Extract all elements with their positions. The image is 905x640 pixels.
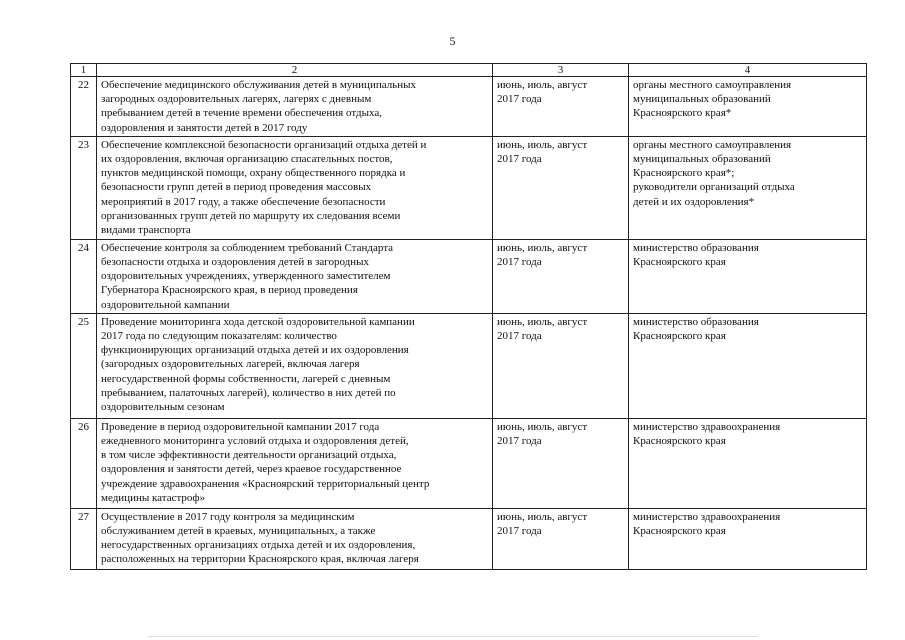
responsible-cell	[629, 418, 867, 508]
table-row	[71, 77, 867, 137]
activity-description-line: в том числе эффективности деятельности организаций отдыха,	[101, 449, 397, 462]
period-cell	[493, 136, 629, 239]
row-number: 23	[71, 136, 97, 239]
activities-table	[70, 63, 867, 570]
activity-description-line: расположенных на территории Красноярского края, включая лагеря	[101, 553, 419, 566]
responsible-line: органы местного самоуправления	[633, 79, 792, 91]
activity-description	[97, 418, 493, 508]
bottom-divider	[148, 636, 758, 637]
table-header-row	[71, 64, 867, 77]
activity-description-line: пребыванием детей в течение времени обеспечения отдыха,	[101, 107, 382, 120]
table-row	[71, 239, 867, 313]
period-line: июнь, июль, август	[497, 138, 588, 151]
period-cell	[493, 77, 629, 137]
activity-description-line: видами транспорта	[101, 224, 191, 237]
activity-description-line: оздоровительной кампании	[101, 298, 230, 311]
responsible-line: Красноярского края	[633, 525, 726, 538]
responsible-line: министерство здравоохранения	[633, 420, 781, 433]
responsible-line: Красноярского края	[633, 256, 726, 269]
activity-description-line: оздоровительных учреждениях, утвержденного заместителем	[101, 270, 391, 283]
responsible-cell	[629, 508, 867, 569]
responsible-cell	[629, 77, 867, 137]
activity-description-line: ежедневного мониторинга условий отдыха и оздоровления детей,	[101, 435, 409, 448]
period-line: 2017 года	[497, 330, 542, 343]
responsible-cell	[629, 313, 867, 418]
header-cell-4: 4	[629, 64, 867, 77]
activity-description-line: (загородных оздоровительных лагерей, включая лагеря	[101, 358, 360, 371]
activity-description-line: функционирующих организаций отдыха детей и их оздоровления	[101, 344, 409, 357]
responsible-line: Красноярского края*	[633, 107, 732, 120]
period-line: июнь, июль, август	[497, 510, 588, 523]
period-cell	[493, 239, 629, 313]
activity-description-line: 2017 года по следующим показателям: количество	[101, 330, 337, 343]
row-number: 27	[71, 508, 97, 569]
table-row	[71, 508, 867, 569]
row-number: 25	[71, 313, 97, 418]
period-line: 2017 года	[497, 93, 542, 106]
activity-description	[97, 313, 493, 418]
responsible-line: детей и их оздоровления*	[633, 195, 755, 208]
responsible-cell	[629, 136, 867, 239]
activity-description	[97, 508, 493, 569]
activity-description-line: негосударственных организациях отдыха детей и их оздоровления,	[101, 539, 416, 552]
activity-description-line: пунктов медицинской помощи, охрану общественного порядка и	[101, 167, 406, 180]
activity-description-line: оздоровления и занятости детей, через краевое государственное	[101, 463, 402, 476]
activity-description	[97, 77, 493, 137]
responsible-line: Красноярского края*;	[633, 167, 735, 180]
activity-description-line: оздоровительным сезонам	[101, 401, 225, 414]
table-row	[71, 313, 867, 418]
activity-description-line: Проведение в период оздоровительной кампании 2017 года	[101, 420, 380, 433]
activity-description-line: учреждение здравоохранения «Красноярский территориальный центр	[101, 477, 430, 490]
table-row	[71, 136, 867, 239]
activity-description-line: Проведение мониторинга хода детской оздоровительной кампании	[101, 315, 415, 328]
period-line: июнь, июль, август	[497, 315, 588, 328]
period-line: 2017 года	[497, 435, 542, 448]
activity-description-line: оздоровления и занятости детей в 2017 году	[101, 121, 308, 134]
activity-description-line: медицины катастроф»	[101, 491, 206, 504]
period-cell	[493, 508, 629, 569]
row-number: 22	[71, 77, 97, 137]
activity-description-line: мероприятий в 2017 году, а также обеспечение безопасности	[101, 195, 386, 208]
period-line: июнь, июль, август	[497, 420, 588, 433]
period-cell	[493, 313, 629, 418]
period-line: июнь, июль, август	[497, 241, 588, 254]
activity-description-line: обслуживанием детей в краевых, муниципальных, а также	[101, 525, 376, 538]
activity-description-line: организованных групп детей по маршруту их следования всеми	[101, 209, 401, 222]
responsible-line: министерство образования	[633, 241, 759, 254]
header-cell-3: 3	[493, 64, 629, 77]
period-line: 2017 года	[497, 153, 542, 166]
responsible-line: руководители организаций отдыха	[633, 181, 795, 194]
activity-description-line: Обеспечение комплексной безопасности организаций отдыха детей и	[101, 138, 427, 151]
activity-description	[97, 136, 493, 239]
responsible-line: муниципальных образований	[633, 153, 771, 166]
activity-description	[97, 239, 493, 313]
period-line: июнь, июль, август	[497, 79, 588, 91]
page-number: 5	[449, 34, 456, 48]
responsible-line: Красноярского края	[633, 435, 726, 448]
activity-description-line: Губернатора Красноярского края, в период проведения	[101, 284, 358, 297]
responsible-line: муниципальных образований	[633, 93, 771, 106]
header-cell-2: 2	[97, 64, 493, 77]
activity-description-line: Осуществление в 2017 году контроля за медицинским	[101, 510, 355, 523]
responsible-line: Красноярского края	[633, 330, 726, 343]
responsible-line: министерство образования	[633, 315, 759, 328]
activity-description-line: безопасности групп детей в период проведения массовых	[101, 181, 372, 194]
header-cell-1: 1	[71, 64, 97, 77]
period-line: 2017 года	[497, 525, 542, 538]
table-row	[71, 418, 867, 508]
responsible-cell	[629, 239, 867, 313]
activity-description-line: Обеспечение медицинского обслуживания детей в муниципальных	[101, 79, 416, 91]
responsible-line: министерство здравоохранения	[633, 510, 781, 523]
period-line: 2017 года	[497, 256, 542, 269]
row-number: 26	[71, 418, 97, 508]
activity-description-line: безопасности отдыха и оздоровления детей в загородных	[101, 256, 370, 269]
activity-description-line: загородных оздоровительных лагерях, лагерях с дневным	[101, 93, 372, 106]
row-number: 24	[71, 239, 97, 313]
activity-description-line: их оздоровления, включая организацию спасательных постов,	[101, 153, 393, 166]
responsible-line: органы местного самоуправления	[633, 138, 792, 151]
activity-description-line: пребыванием, палаточных лагерей), количество в них детей по	[101, 386, 396, 399]
activity-description-line: негосударственной формы собственности, лагерей с дневным	[101, 372, 391, 385]
activity-description-line: Обеспечение контроля за соблюдением требований Стандарта	[101, 241, 394, 254]
period-cell	[493, 418, 629, 508]
